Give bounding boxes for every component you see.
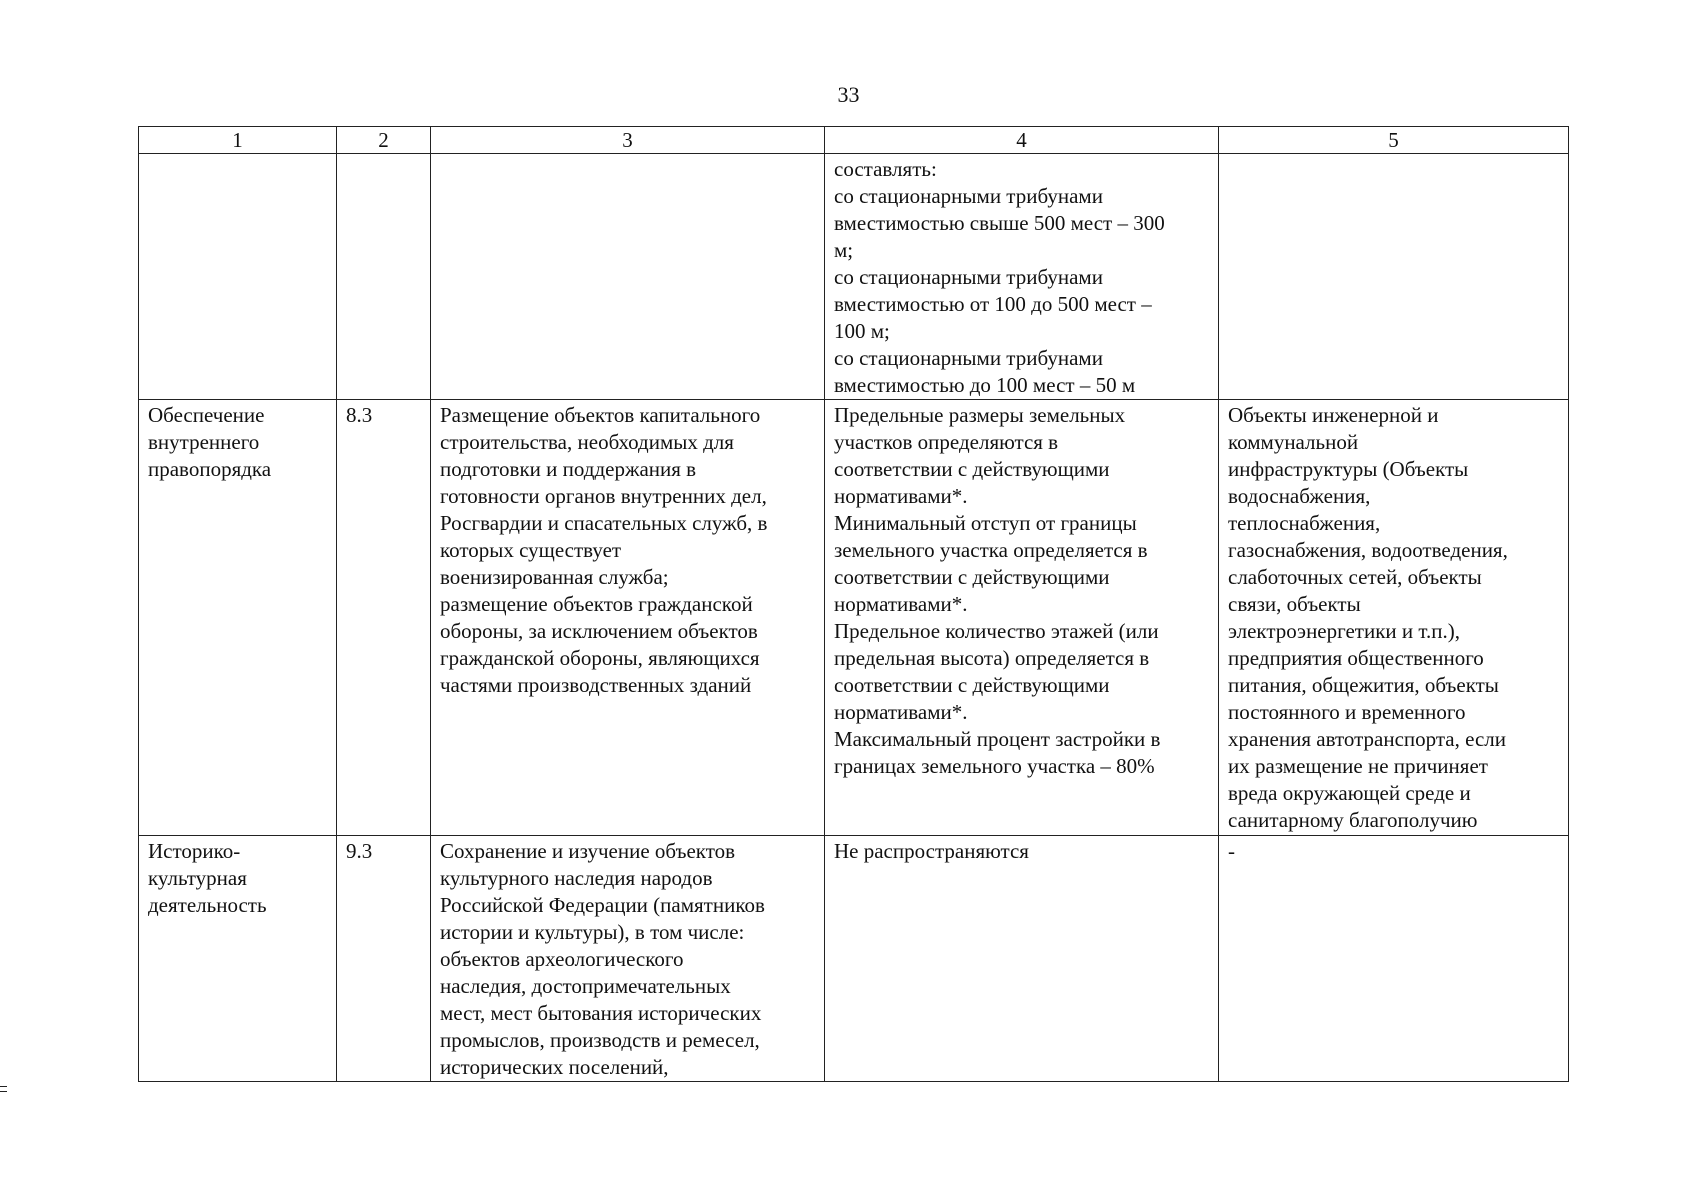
cell-text-line: со стационарными трибунами xyxy=(834,265,1103,289)
cell-text-line: связи, объекты xyxy=(1228,592,1361,616)
cell-text-line: слаботочных сетей, объекты xyxy=(1228,565,1482,589)
cell-text-line: газоснабжения, водоотведения, xyxy=(1228,538,1508,562)
cell-parameters xyxy=(825,400,1219,836)
cell-text-line: соответствии с действующими xyxy=(834,457,1110,481)
cell-text-line: Объекты инженерной и xyxy=(1228,403,1439,427)
cell-text-line: которых существует xyxy=(440,538,622,562)
cell-description xyxy=(431,400,825,836)
cell-text-line: вместимостью от 100 до 500 мест – xyxy=(834,292,1152,316)
cell-text-line: земельного участка определяется в xyxy=(834,538,1148,562)
cell-text-line: промыслов, производств и ремесел, xyxy=(440,1028,760,1052)
cell-text-line: м; xyxy=(834,238,854,262)
cell-text-line: постоянного и временного xyxy=(1228,700,1466,724)
cell-code xyxy=(337,836,431,1082)
cell-text-line: подготовки и поддержания в xyxy=(440,457,697,481)
table-header-row xyxy=(139,127,1569,154)
column-header-3: 3 xyxy=(431,127,825,154)
cell-text-line: обороны, за исключением объектов xyxy=(440,619,758,643)
cell-text-line: Максимальный процент застройки в xyxy=(834,727,1161,751)
cell-text-line: Предельные размеры земельных xyxy=(834,403,1126,427)
scan-edge-mark xyxy=(0,1086,7,1092)
cell-text-line: мест, мест бытования исторических xyxy=(440,1001,762,1025)
cell-text-line: объектов археологического xyxy=(440,947,684,971)
cell-text-line: внутреннего xyxy=(148,430,260,454)
cell-text-line: 9.3 xyxy=(346,839,373,863)
cell-text-line: вместимостью до 100 мест – 50 м xyxy=(834,373,1136,397)
cell-activity-name xyxy=(139,836,337,1082)
cell-text-line: границах земельного участка – 80% xyxy=(834,754,1155,778)
cell-text-line: культурная xyxy=(148,866,247,890)
cell-text-line: нормативами*. xyxy=(834,700,968,724)
cell-text-line: Росгвардии и спасательных служб, в xyxy=(440,511,768,535)
cell-text-line: со стационарными трибунами xyxy=(834,184,1103,208)
cell-description xyxy=(431,836,825,1082)
cell-text-line: Сохранение и изучение объектов xyxy=(440,839,736,863)
cell-description xyxy=(431,154,825,400)
column-header-1: 1 xyxy=(139,127,337,154)
cell-text-line: предельная высота) определяется в xyxy=(834,646,1150,670)
cell-text-line: строительства, необходимых для xyxy=(440,430,734,454)
cell-auxiliary-uses xyxy=(1219,836,1569,1082)
cell-text-line: Не распространяются xyxy=(834,839,1029,863)
cell-text-line: 8.3 xyxy=(346,403,373,427)
cell-text-line: участков определяются в xyxy=(834,430,1059,454)
table-row xyxy=(139,836,1569,1082)
land-use-table xyxy=(138,126,1569,1082)
cell-activity-name xyxy=(139,400,337,836)
cell-text-line: Минимальный отступ от границы xyxy=(834,511,1137,535)
cell-text-line: истории и культуры), в том числе: xyxy=(440,920,745,944)
cell-text-line: правопорядка xyxy=(148,457,272,481)
cell-auxiliary-uses xyxy=(1219,154,1569,400)
cell-text-line: соответствии с действующими xyxy=(834,673,1110,697)
cell-text-line: инфраструктуры (Объекты xyxy=(1228,457,1469,481)
cell-text-line: Предельное количество этажей (или xyxy=(834,619,1159,643)
cell-parameters xyxy=(825,836,1219,1082)
column-header-5: 5 xyxy=(1219,127,1569,154)
cell-activity-name xyxy=(139,154,337,400)
cell-text-line: гражданской обороны, являющихся xyxy=(440,646,760,670)
cell-code xyxy=(337,400,431,836)
page-number: 33 xyxy=(837,82,860,107)
cell-text-line: наследия, достопримечательных xyxy=(440,974,731,998)
cell-text-line: питания, общежития, объекты xyxy=(1228,673,1499,697)
cell-text-line: вместимостью свыше 500 мест – 300 xyxy=(834,211,1165,235)
cell-text-line: исторических поселений, xyxy=(440,1055,669,1079)
cell-text-line: электроэнергетики и т.п.), xyxy=(1228,619,1460,643)
cell-text-line: коммунальной xyxy=(1228,430,1359,454)
cell-text-line: деятельность xyxy=(148,893,267,917)
cell-code xyxy=(337,154,431,400)
column-header-2: 2 xyxy=(337,127,431,154)
cell-text-line: со стационарными трибунами xyxy=(834,346,1103,370)
table-row xyxy=(139,400,1569,836)
cell-text-line: санитарному благополучию xyxy=(1228,808,1478,832)
cell-text-line: нормативами*. xyxy=(834,484,968,508)
cell-text-line: готовности органов внутренних дел, xyxy=(440,484,767,508)
cell-text-line: размещение объектов гражданской xyxy=(440,592,753,616)
cell-parameters xyxy=(825,154,1219,400)
cell-text-line: - xyxy=(1228,839,1235,863)
cell-text-line: военизированная служба; xyxy=(440,565,669,589)
cell-text-line: культурного наследия народов xyxy=(440,866,713,890)
column-header-4: 4 xyxy=(825,127,1219,154)
cell-text-line: Размещение объектов капитального xyxy=(440,403,761,427)
cell-text-line: водоснабжения, xyxy=(1228,484,1371,508)
table-row xyxy=(139,154,1569,400)
cell-text-line: соответствии с действующими xyxy=(834,565,1110,589)
cell-text-line: их размещение не причиняет xyxy=(1228,754,1488,778)
cell-text-line: составлять: xyxy=(834,157,937,181)
cell-text-line: Историко- xyxy=(148,839,241,863)
cell-text-line: нормативами*. xyxy=(834,592,968,616)
cell-text-line: теплоснабжения, xyxy=(1228,511,1381,535)
cell-text-line: предприятия общественного xyxy=(1228,646,1484,670)
cell-text-line: частями производственных зданий xyxy=(440,673,752,697)
cell-text-line: вреда окружающей среде и xyxy=(1228,781,1471,805)
cell-text-line: Обеспечение xyxy=(148,403,265,427)
cell-auxiliary-uses xyxy=(1219,400,1569,836)
cell-text-line: Российской Федерации (памятников xyxy=(440,893,765,917)
cell-text-line: 100 м; xyxy=(834,319,890,343)
cell-text-line: хранения автотранспорта, если xyxy=(1228,727,1507,751)
